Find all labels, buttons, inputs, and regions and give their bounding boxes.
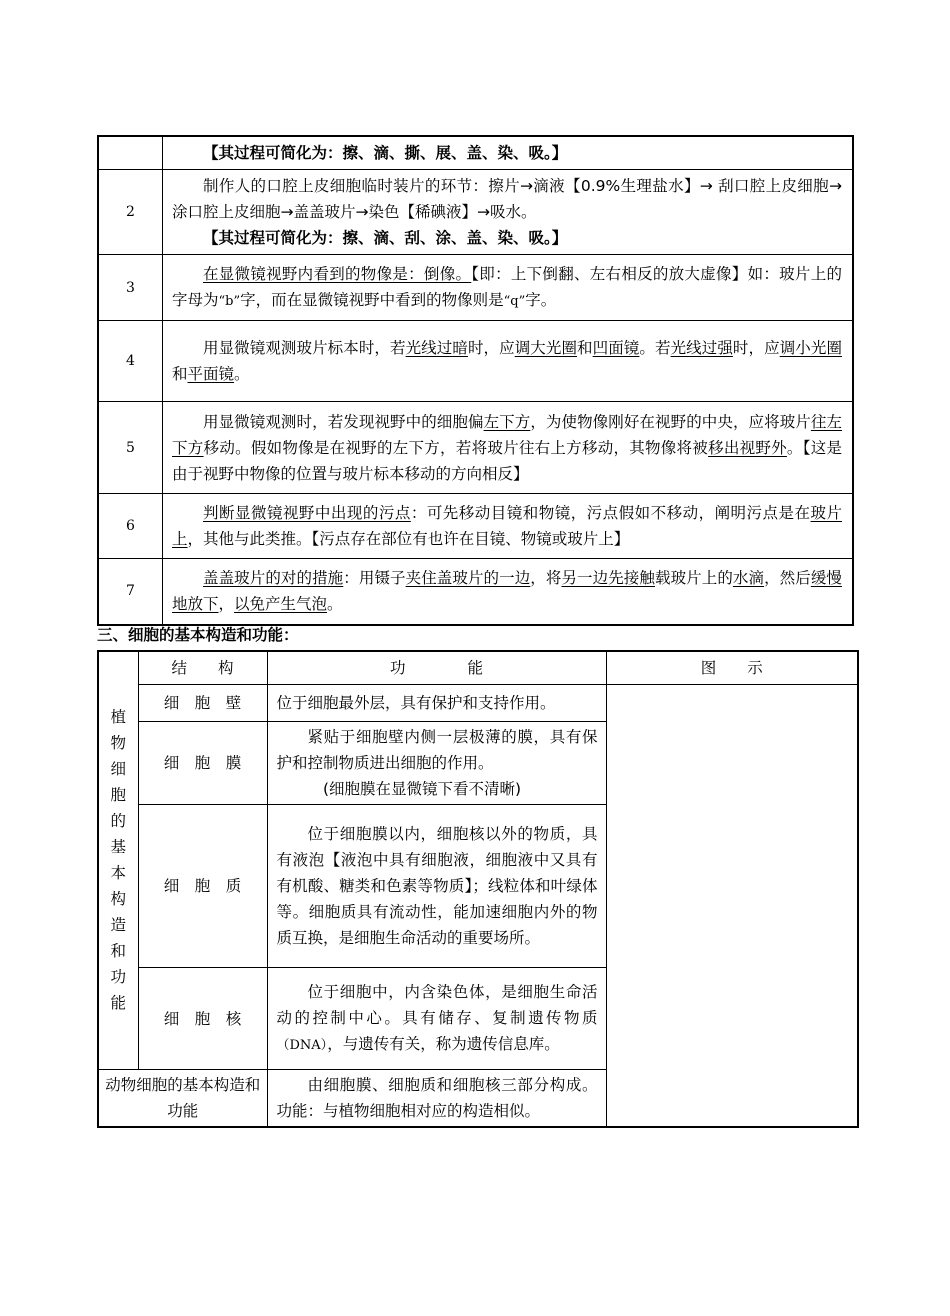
animal-cell-label: 动物细胞的基本构造和功能 [98, 1070, 267, 1128]
row-text [163, 170, 854, 255]
plant-cell-side-label: 植 物 细 胞 的 基 本 构 造 和 功 能 [98, 651, 138, 1070]
row-number: 7 [98, 559, 163, 625]
coverslip-method-note: 盖盖玻片的对的措施：用镊子夹住盖玻片的一边，将另一边先接触载玻片上的水滴，然后缓慢地放下，以免产生气泡。 [172, 569, 842, 614]
header-diagram: 图 示 [606, 651, 858, 685]
table-row [98, 321, 853, 402]
header-function: 功 能 [267, 651, 606, 685]
table-row [98, 685, 858, 722]
process-summary: 【其过程可简化为：擦、滴、刮、涂、盖、染、吸。】 [203, 229, 568, 247]
row-number: 2 [98, 170, 163, 255]
row-number: 5 [98, 402, 163, 494]
diagram-area [606, 685, 858, 1128]
table-row [98, 402, 853, 494]
table-row [98, 559, 853, 625]
row-number: 6 [98, 494, 163, 559]
row-number: 4 [98, 321, 163, 402]
cell-structure-table [97, 650, 859, 1128]
section-heading: 三、细胞的基本构造和功能： [97, 626, 299, 644]
stain-spot-note: 判断显微镜视野中出现的污点：可先移动目镜和物镜，污点假如不移动，阐明污点是在玻片上，其他与此类推。【污点存在部位有也许在目镜、物镜或玻片上】 [172, 504, 842, 548]
function-cell-membrane: 紧贴于细胞壁内侧一层极薄的膜，具有保护和控制物质进出细胞的作用。 (细胞膜在显微镜下看不清晰) [267, 722, 606, 805]
row-text [163, 255, 854, 321]
table-row [98, 255, 853, 321]
oral-cell-procedure: 制作人的口腔上皮细胞临时装片的环节：擦片→滴液【0.9%生理盐水】→ 刮口腔上皮细胞→涂口腔上皮细胞→盖盖玻片→染色【稀碘液】→吸水。 [172, 177, 842, 221]
table-row [98, 136, 853, 170]
row-text [163, 136, 854, 170]
function-cytoplasm: 位于细胞膜以内，细胞核以外的物质，具有液泡【液泡中具有细胞液，细胞液中又具有有机酸、糖类和色素等物质】；线粒体和叶绿体等。细胞质具有流动性，能加速细胞内外的物质互换，是细胞生命活动的重要场所。 [267, 805, 606, 968]
table-row [98, 170, 853, 255]
row-number: 3 [98, 255, 163, 321]
microscope-notes-table [97, 135, 854, 626]
row-text [163, 494, 854, 559]
animal-cell-function: 由细胞膜、细胞质和细胞核三部分构成。功能：与植物细胞相对应的构造相似。 [267, 1070, 606, 1128]
row-text [163, 559, 854, 625]
inverted-image-note: 在显微镜视野内看到的物像是：倒像。【即：上下倒翻、左右相反的放大虚像】如：玻片上的字母为“b”字，而在显微镜视野中看到的物像则是“q”字。 [172, 264, 842, 309]
light-adjust-note: 用显微镜观测玻片标本时，若光线过暗时，应调大光圈和凹面镜。若光线过强时，应调小光圈和平面镜。 [172, 339, 842, 383]
structure-cell-membrane: 细 胞 膜 [138, 722, 267, 805]
slide-move-note: 用显微镜观测时，若发现视野中的细胞偏左下方，为使物像刚好在视野的中央，应将玻片往左下方移动。假如物像是在视野的左下方，若将玻片往右上方移动，其物像将被移出视野外。【这是由于视野中物像的位置与玻片标本移动的方向相反】 [172, 412, 842, 483]
header-structure: 结 构 [138, 651, 267, 685]
row-text [163, 402, 854, 494]
structure-cytoplasm: 细 胞 质 [138, 805, 267, 968]
process-summary: 【其过程可简化为：擦、滴、撕、展、盖、染、吸。】 [203, 144, 568, 162]
structure-nucleus: 细 胞 核 [138, 968, 267, 1070]
table-header-row [98, 651, 858, 685]
membrane-note: (细胞膜在显微镜下看不清晰) [323, 780, 522, 798]
function-cell-wall: 位于细胞最外层，具有保护和支持作用。 [267, 685, 606, 722]
row-text [163, 321, 854, 402]
table-row [98, 494, 853, 559]
row-number-empty [98, 136, 163, 170]
function-nucleus: 位于细胞中，内含染色体，是细胞生命活动的控制中心。具有储存、复制遗传物质（DNA），与遗传有关，称为遗传信息库。 [267, 968, 606, 1070]
structure-cell-wall: 细 胞 壁 [138, 685, 267, 722]
